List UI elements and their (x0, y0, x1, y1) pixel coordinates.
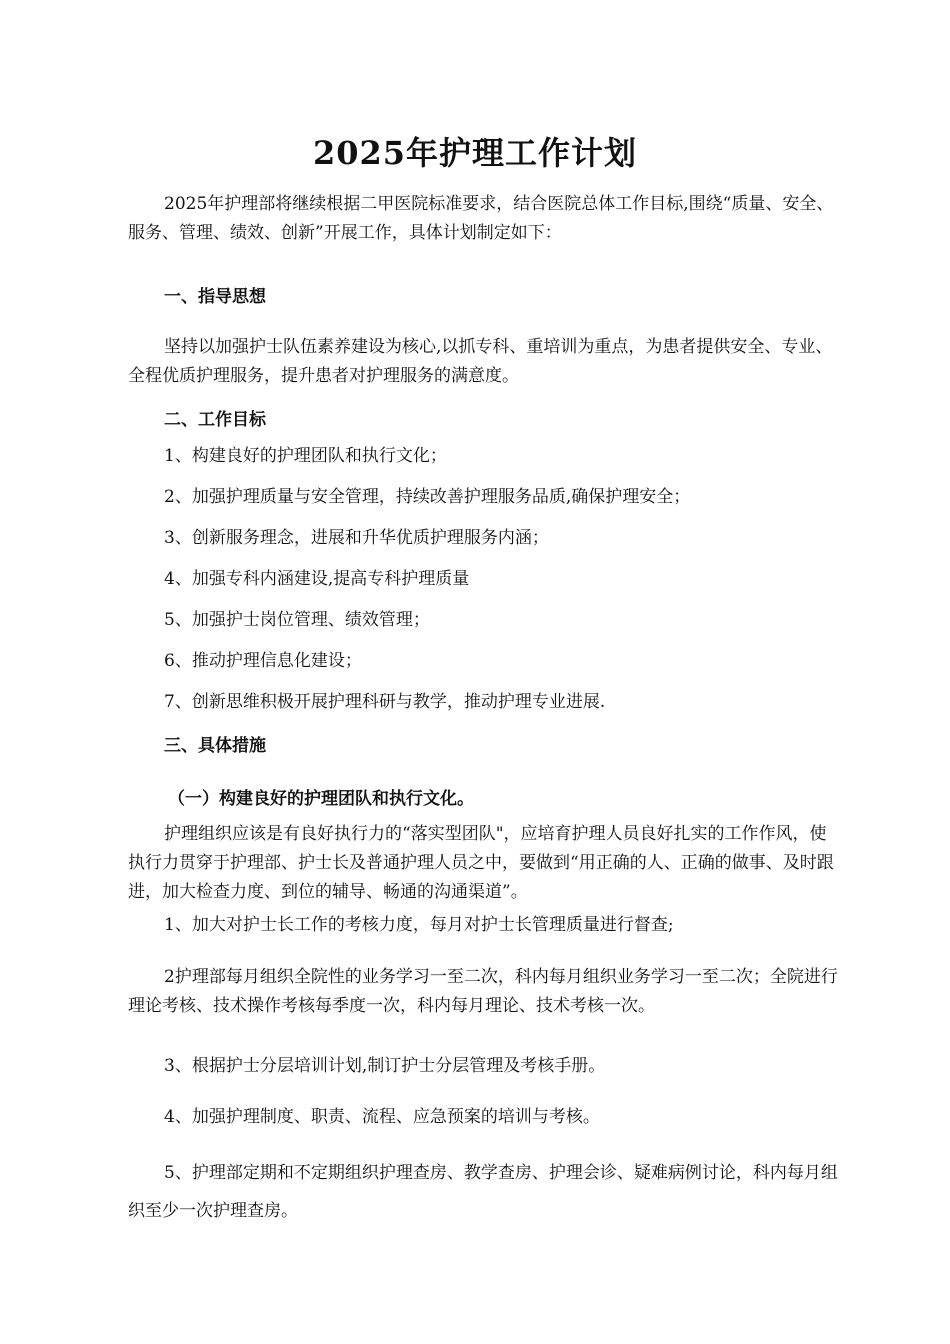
document-title: 2025年护理工作计划 (312, 134, 638, 172)
goal-item: 5、加强护士岗位管理、绩效管理； (164, 610, 430, 630)
section-heading-guiding: 一、指导思想 (164, 287, 266, 307)
guiding-paragraph: 坚持以加强护士队伍素养建设为核心,以抓专科、重培训为重点，为患者提供安全、专业、全程优质护理服务，提升患者对护理服务的满意度。 (128, 337, 833, 386)
section-heading-measures: 三、具体措施 (164, 736, 266, 756)
measure-item: 3、根据护士分层培训计划,制订护士分层管理及考核手册。 (164, 1056, 606, 1076)
goal-item: 4、加强专科内涵建设,提高专科护理质量 (164, 569, 470, 589)
goal-item: 6、推动护理信息化建设； (164, 651, 362, 671)
measure-item: 5、护理部定期和不定期组织护理查房、教学查房、护理会诊、疑难病例讨论，科内每月组织至少一次护理查房。 (128, 1163, 838, 1221)
goal-item: 7、创新思维积极开展护理科研与教学，推动护理专业进展. (164, 692, 606, 712)
subsection-heading-team: （一）构建良好的护理团队和执行文化。 (168, 789, 474, 809)
section-heading-goals: 二、工作目标 (164, 410, 266, 430)
measure-item: 4、加强护理制度、职责、流程、应急预案的培训与考核。 (164, 1107, 600, 1127)
goal-item: 1、构建良好的护理团队和执行文化； (164, 446, 447, 466)
goal-item: 3、创新服务理念，进展和升华优质护理服务内涵； (164, 528, 549, 548)
measure-item: 1、加大对护士长工作的考核力度，每月对护士长管理质量进行督查; (164, 915, 674, 935)
team-paragraph: 护理组织应该是有良好执行力的“落实型团队"，应培育护理人员良好扎实的工作作风，使执行力贯穿于护理部、护士长及普通护理人员之中，要做到“用正确的人、正确的做事、及时跟进，加大检查力度、到位的辅导、畅通的沟通渠道”。 (128, 824, 834, 902)
goal-item: 2、加强护理质量与安全管理，持续改善护理服务品质,确保护理安全； (164, 487, 691, 507)
measure-item: 2护理部每月组织全院性的业务学习一至二次，科内每月组织业务学习一至二次；全院进行理论考核、技术操作考核每季度一次，科内每月理论、技术考核一次。 (128, 967, 838, 1016)
intro-paragraph: 2025年护理部将继续根据二甲医院标准要求，结合医院总体工作目标,围绕“质量、安全、服务、管理、绩效、创新”开展工作，具体计划制定如下： (128, 194, 834, 243)
